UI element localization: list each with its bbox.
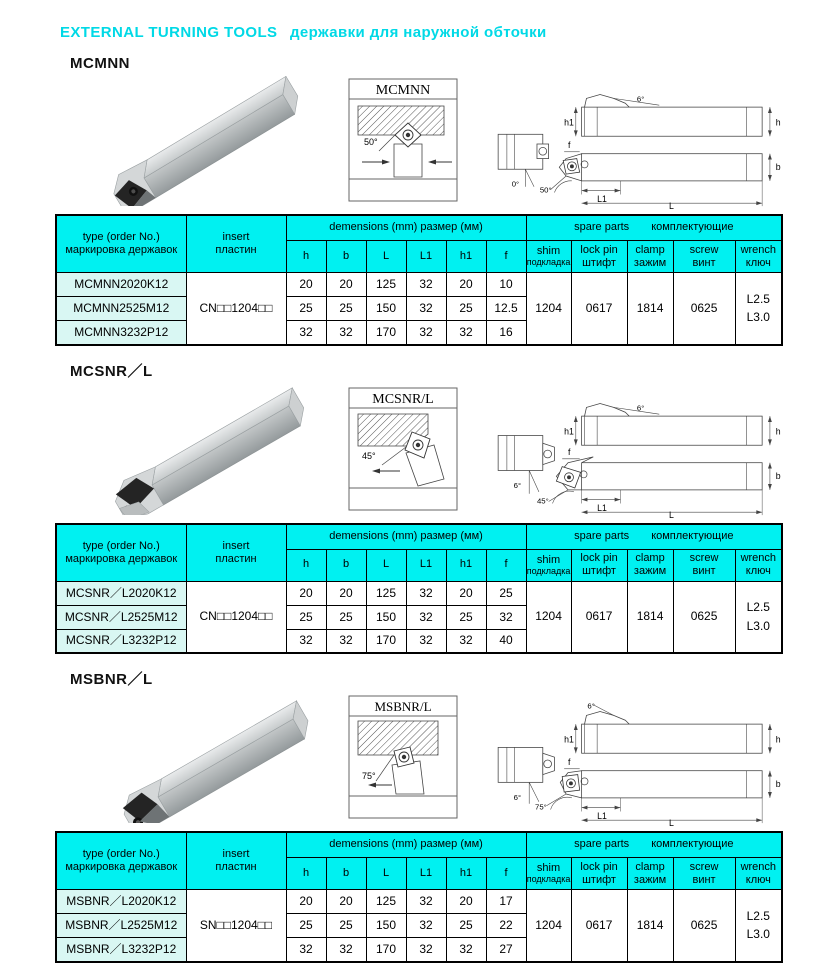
screw-cell: 0625 — [673, 581, 735, 653]
section-mcsnr-l — [30, 360, 790, 655]
section-mcmnn — [30, 55, 790, 346]
cutting-diagram — [348, 387, 458, 511]
insert-cell: CN□□1204□□ — [186, 273, 286, 345]
col-shim: shim подкладка — [526, 549, 571, 581]
dim-f: f — [568, 446, 571, 457]
diagram-label: MCSNR/L — [372, 391, 434, 407]
col-wrench: wrench ключ — [735, 549, 782, 581]
shim-cell: 1204 — [526, 890, 571, 962]
col-header-spare-parts: spare parts комплектующие — [526, 215, 782, 241]
cell-b: 32 — [326, 629, 366, 653]
col-f: f — [486, 858, 526, 890]
cell-L: 125 — [366, 273, 406, 297]
type-cell: MCSNR／L3232P12 — [56, 629, 186, 653]
wrench-cell: L2.5 L3.0 — [735, 890, 782, 962]
cell-L: 125 — [366, 890, 406, 914]
wrench-cell: L2.5 L3.0 — [735, 581, 782, 653]
col-clamp: clamp зажим — [627, 241, 673, 273]
cell-L1: 32 — [406, 605, 446, 629]
figure-row — [30, 693, 790, 825]
dim-b: b — [775, 779, 781, 790]
type-cell: MSBNR／L2020K12 — [56, 890, 186, 914]
col-header-type: type (order No.) маркировка державок — [56, 215, 186, 273]
approach-angle-label: 45° — [536, 495, 549, 505]
diagram-angle: 50° — [364, 137, 378, 147]
cell-f: 10 — [486, 273, 526, 297]
cell-h: 32 — [286, 938, 326, 962]
page-title-en: EXTERNAL TURNING TOOLS — [60, 24, 278, 41]
cell-f: 25 — [486, 581, 526, 605]
wrench-cell: L2.5 L3.0 — [735, 273, 782, 345]
cell-L1: 32 — [406, 914, 446, 938]
cell-h: 20 — [286, 273, 326, 297]
tool-photo — [92, 385, 320, 515]
cell-h: 20 — [286, 581, 326, 605]
section-title: MCMNN — [70, 55, 130, 72]
insert-cell: CN□□1204□□ — [186, 581, 286, 653]
spec-table-mcsnr — [55, 523, 783, 655]
col-h1: h1 — [446, 241, 486, 273]
diagram-angle: 75° — [362, 771, 376, 781]
cell-f: 27 — [486, 938, 526, 962]
cell-h1: 32 — [446, 938, 486, 962]
screw-cell: 0625 — [673, 273, 735, 345]
col-lock-pin: lock pin штифт — [571, 241, 627, 273]
cell-L1: 32 — [406, 321, 446, 345]
dimension-drawing — [482, 387, 788, 519]
type-cell: MSBNR／L2525M12 — [56, 914, 186, 938]
rake-angle-label: 6° — [587, 701, 595, 711]
col-L1: L1 — [406, 858, 446, 890]
cell-b: 20 — [326, 273, 366, 297]
cell-b: 20 — [326, 581, 366, 605]
col-b: b — [326, 549, 366, 581]
end-angle-label: 6° — [513, 792, 522, 802]
col-header-type: type (order No.) маркировка державок — [56, 524, 186, 582]
page-title — [60, 24, 790, 41]
clamp-cell: 1814 — [627, 273, 673, 345]
cell-L1: 32 — [406, 629, 446, 653]
col-header-spare-parts: spare parts комплектующие — [526, 832, 782, 858]
col-screw: screw винт — [673, 549, 735, 581]
col-header-insert: insert пластин — [186, 832, 286, 890]
cell-L1: 32 — [406, 297, 446, 321]
cell-h1: 32 — [446, 321, 486, 345]
cell-f: 17 — [486, 890, 526, 914]
cell-L: 170 — [366, 321, 406, 345]
cell-L1: 32 — [406, 938, 446, 962]
shim-cell: 1204 — [526, 273, 571, 345]
dim-h1: h1 — [564, 426, 574, 437]
figure-row — [30, 76, 790, 208]
col-L: L — [366, 858, 406, 890]
col-screw: screw винт — [673, 858, 735, 890]
cutting-diagram — [348, 695, 458, 819]
dim-h: h — [775, 426, 781, 437]
cutting-diagram — [348, 78, 458, 202]
col-b: b — [326, 858, 366, 890]
col-wrench: wrench ключ — [735, 241, 782, 273]
cell-f: 32 — [486, 605, 526, 629]
cell-h: 32 — [286, 321, 326, 345]
dim-f: f — [568, 139, 571, 150]
cell-h: 25 — [286, 297, 326, 321]
cell-b: 25 — [326, 914, 366, 938]
insert-cell: SN□□1204□□ — [186, 890, 286, 962]
cell-b: 32 — [326, 321, 366, 345]
diagram-angle: 45° — [362, 450, 376, 461]
col-clamp: clamp зажим — [627, 858, 673, 890]
end-angle-label: 6° — [513, 480, 522, 490]
col-header-insert: insert пластин — [186, 524, 286, 582]
col-header-dimensions: demensions (mm) размер (мм) — [286, 215, 526, 241]
col-screw: screw винт — [673, 241, 735, 273]
cell-L1: 32 — [406, 890, 446, 914]
cell-h1: 20 — [446, 581, 486, 605]
col-h1: h1 — [446, 549, 486, 581]
cell-h: 20 — [286, 890, 326, 914]
col-h: h — [286, 858, 326, 890]
cell-b: 25 — [326, 605, 366, 629]
diagram-label: MSBNR/L — [374, 699, 432, 714]
dim-h: h — [775, 734, 781, 745]
col-b: b — [326, 241, 366, 273]
rake-angle-label: 6° — [636, 402, 645, 412]
col-h: h — [286, 241, 326, 273]
col-header-dimensions: demensions (mm) размер (мм) — [286, 524, 526, 550]
cell-b: 32 — [326, 938, 366, 962]
cell-L: 150 — [366, 605, 406, 629]
cell-h: 32 — [286, 629, 326, 653]
dim-h: h — [775, 117, 781, 128]
dim-h1: h1 — [564, 117, 574, 128]
cell-L: 170 — [366, 629, 406, 653]
end-angle-label: 0° — [511, 179, 520, 189]
dim-L1: L1 — [597, 811, 607, 822]
cell-L: 150 — [366, 297, 406, 321]
section-title: MSBNR／L — [70, 671, 153, 688]
cell-h1: 32 — [446, 629, 486, 653]
clamp-cell: 1814 — [627, 890, 673, 962]
approach-angle-label: 50° — [539, 185, 552, 195]
tool-photo — [92, 76, 320, 206]
lock-pin-cell: 0617 — [571, 273, 627, 345]
spec-table-msbnr — [55, 831, 783, 963]
diagram-label: MCMNN — [375, 83, 431, 98]
table-row — [56, 890, 782, 914]
table-row — [56, 581, 782, 605]
cell-L1: 32 — [406, 581, 446, 605]
dim-L: L — [668, 509, 674, 519]
dim-f: f — [568, 756, 571, 767]
tool-photo — [92, 693, 320, 823]
type-cell: MCSNR／L2020K12 — [56, 581, 186, 605]
col-f: f — [486, 549, 526, 581]
lock-pin-cell: 0617 — [571, 890, 627, 962]
cell-f: 40 — [486, 629, 526, 653]
dim-b: b — [775, 162, 781, 173]
cell-h1: 20 — [446, 273, 486, 297]
cell-h1: 25 — [446, 914, 486, 938]
dimension-drawing — [482, 695, 788, 827]
dim-L: L — [668, 201, 674, 210]
cell-h1: 25 — [446, 605, 486, 629]
dim-b: b — [775, 470, 781, 481]
col-h: h — [286, 549, 326, 581]
spec-table-mcmnn — [55, 214, 783, 346]
lock-pin-cell: 0617 — [571, 581, 627, 653]
rake-angle-label: 6° — [636, 94, 645, 104]
col-header-dimensions: demensions (mm) размер (мм) — [286, 832, 526, 858]
type-cell: MCSNR／L2525M12 — [56, 605, 186, 629]
col-L1: L1 — [406, 549, 446, 581]
col-header-spare-parts: spare parts комплектующие — [526, 524, 782, 550]
type-cell: MCMNN2020K12 — [56, 273, 186, 297]
cell-h: 25 — [286, 605, 326, 629]
dim-L: L — [668, 818, 674, 827]
cell-h: 25 — [286, 914, 326, 938]
dim-L1: L1 — [597, 194, 607, 205]
col-L: L — [366, 241, 406, 273]
cell-h1: 25 — [446, 297, 486, 321]
cell-b: 20 — [326, 890, 366, 914]
section-msbnr-l — [30, 668, 790, 963]
approach-angle-label: 75° — [535, 802, 547, 812]
cell-L: 170 — [366, 938, 406, 962]
dim-h1: h1 — [564, 734, 574, 745]
col-header-insert: insert пластин — [186, 215, 286, 273]
col-L: L — [366, 549, 406, 581]
table-row — [56, 273, 782, 297]
cell-L: 150 — [366, 914, 406, 938]
type-cell: MSBNR／L3232P12 — [56, 938, 186, 962]
cell-f: 22 — [486, 914, 526, 938]
col-shim: shim подкладка — [526, 858, 571, 890]
col-L1: L1 — [406, 241, 446, 273]
figure-row — [30, 385, 790, 517]
type-cell: MCMNN2525M12 — [56, 297, 186, 321]
col-wrench: wrench ключ — [735, 858, 782, 890]
cell-h1: 20 — [446, 890, 486, 914]
col-lock-pin: lock pin штифт — [571, 858, 627, 890]
col-shim: shim подкладка — [526, 241, 571, 273]
col-header-type: type (order No.) маркировка державок — [56, 832, 186, 890]
screw-cell: 0625 — [673, 890, 735, 962]
cell-f: 12.5 — [486, 297, 526, 321]
dimension-drawing — [482, 78, 788, 210]
section-title: MCSNR／L — [70, 362, 153, 380]
cell-f: 16 — [486, 321, 526, 345]
cell-b: 25 — [326, 297, 366, 321]
col-f: f — [486, 241, 526, 273]
dim-L1: L1 — [597, 502, 607, 513]
col-h1: h1 — [446, 858, 486, 890]
type-cell: MCMNN3232P12 — [56, 321, 186, 345]
clamp-cell: 1814 — [627, 581, 673, 653]
cell-L1: 32 — [406, 273, 446, 297]
col-clamp: clamp зажим — [627, 549, 673, 581]
cell-L: 125 — [366, 581, 406, 605]
col-lock-pin: lock pin штифт — [571, 549, 627, 581]
page-title-ru: державки для наружной обточки — [290, 24, 547, 41]
shim-cell: 1204 — [526, 581, 571, 653]
